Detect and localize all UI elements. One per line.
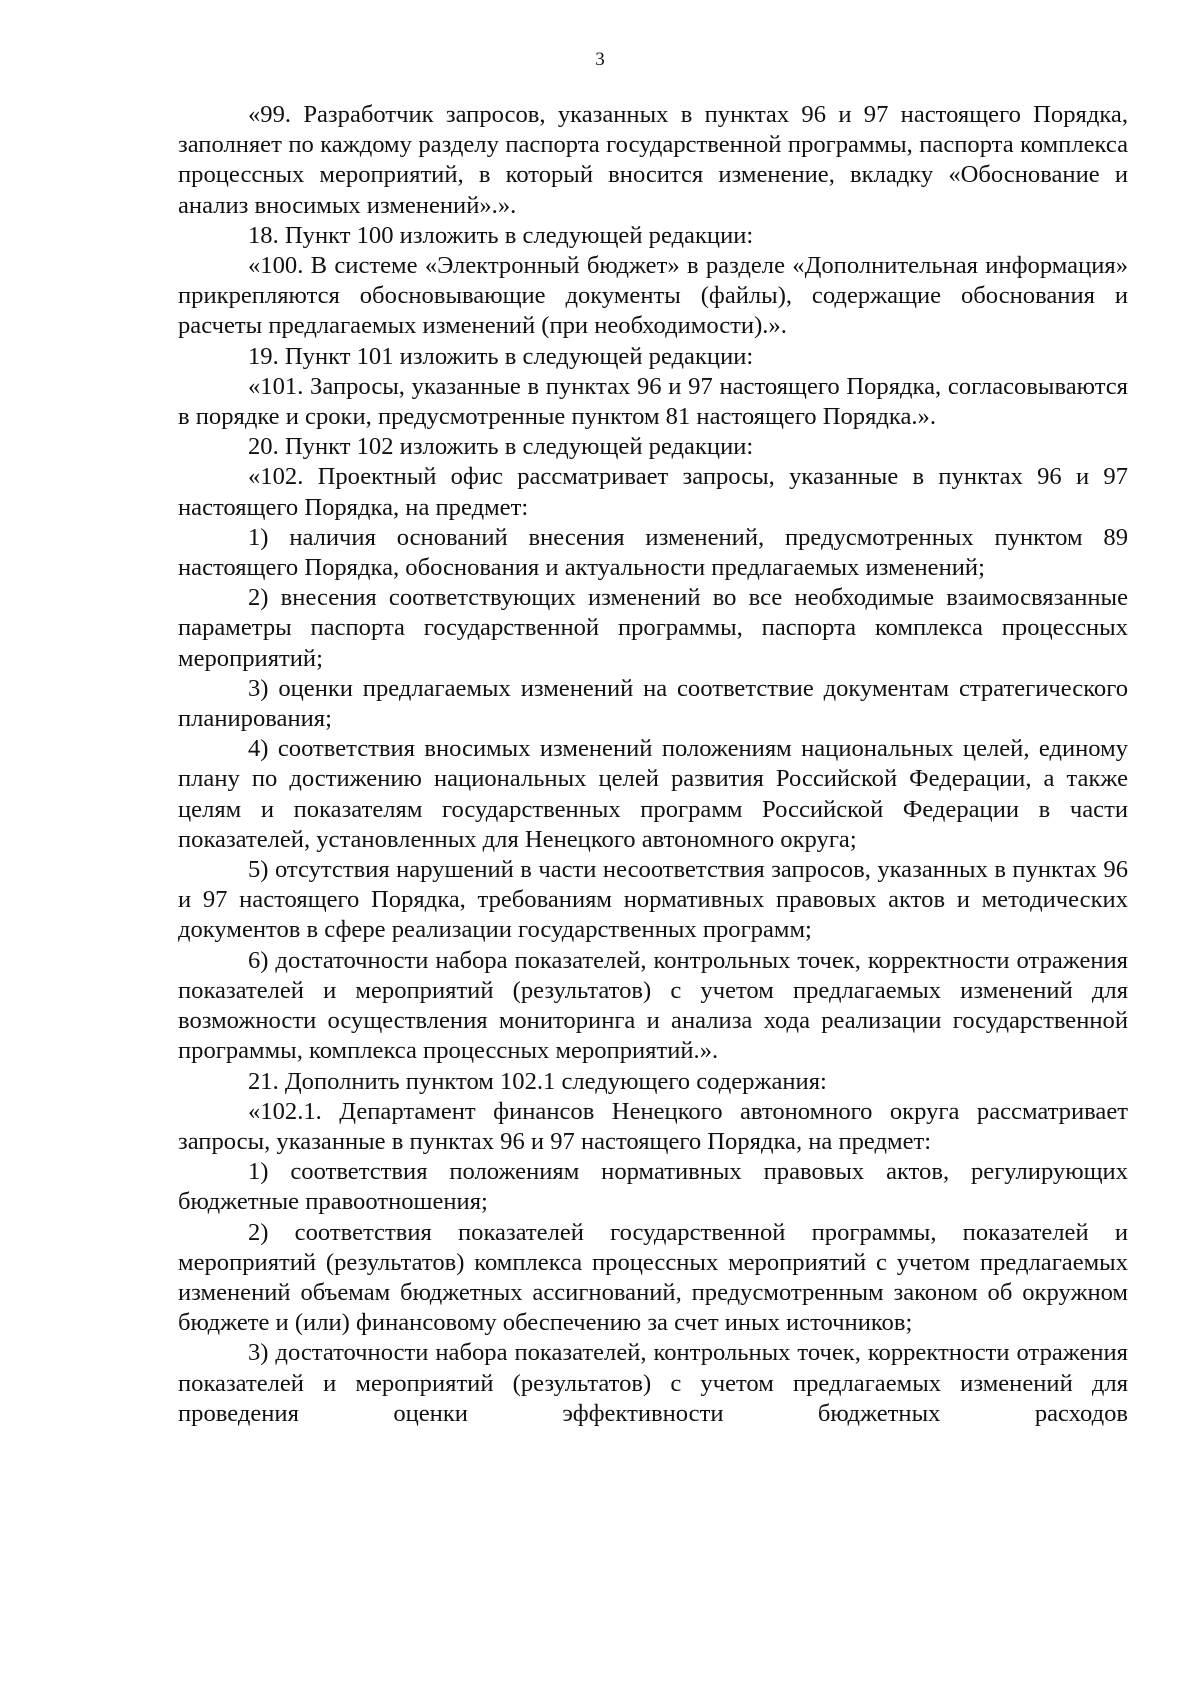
paragraph: 20. Пункт 102 изложить в следующей редакции: [248, 433, 754, 461]
document-body [178, 100, 1128, 1429]
paragraph: 3) достаточности набора показателей, контрольных точек, корректности отражения показателей и мероприятий (результатов) с учетом предлагаемых изменений для проведения оценки эффективности бюджетных расходов [178, 1339, 1128, 1427]
paragraph: «101. Запросы, указанные в пунктах 96 и 97 настоящего Порядка, согласовываются в порядке и сроки, предусмотренные пунктом 81 настоящего Порядка.». [178, 372, 1128, 431]
paragraph: 1) наличия оснований внесения изменений, предусмотренных пунктом 89 настоящего Порядка, обоснования и актуальности предлагаемых изменений; [178, 523, 1128, 582]
paragraph: 3) оценки предлагаемых изменений на соответствие документам стратегического планирования; [178, 674, 1128, 733]
paragraph: 5) отсутствия нарушений в части несоответствия запросов, указанных в пунктах 96 и 97 настоящего Порядка, требованиям нормативных правовых актов и методических документов в сфере реализации государственных программ; [178, 856, 1128, 944]
paragraph: «100. В системе «Электронный бюджет» в разделе «Дополнительная информация» прикрепляются обосновывающие документы (файлы), содержащие обоснования и расчеты предлагаемых изменений (при необходимости).». [178, 252, 1128, 340]
paragraph: «102. Проектный офис рассматривает запросы, указанные в пунктах 96 и 97 настоящего Порядка, на предмет: [178, 463, 1128, 521]
page-number: 3 [595, 49, 605, 70]
paragraph: 2) соответствия показателей государственной программы, показателей и мероприятий (результатов) комплекса процессных мероприятий с учетом предлагаемых изменений объемам бюджетных ассигнований, предусмотренным законом об окружном бюджете и (или) финансовому обеспечению за счет иных источников; [178, 1218, 1128, 1337]
paragraph: 21. Дополнить пунктом 102.1 следующего содержания: [248, 1067, 827, 1095]
paragraph: 19. Пункт 101 изложить в следующей редакции: [248, 342, 754, 370]
paragraph: 6) достаточности набора показателей, контрольных точек, корректности отражения показателей и мероприятий (результатов) с учетом предлагаемых изменений для возможности осуществления мониторинга и анализа хода реализации государственной программы, комплекса процессных мероприятий.». [178, 946, 1128, 1065]
paragraph: 4) соответствия вносимых изменений положениям национальных целей, единому плану по достижению национальных целей развития Российской Федерации, а также целям и показателям государственных программ Российской Федерации в части показателей, установленных для Ненецкого автономного округа; [178, 735, 1128, 853]
paragraph: «102.1. Департамент финансов Ненецкого автономного округа рассматривает запросы, указанные в пунктах 96 и 97 настоящего Порядка, на предмет: [178, 1097, 1128, 1155]
paragraph: 18. Пункт 100 изложить в следующей редакции: [248, 221, 754, 249]
paragraph: 1) соответствия положениям нормативных правовых актов, регулирующих бюджетные правоотношения; [178, 1158, 1128, 1216]
paragraph: «99. Разработчик запросов, указанных в пунктах 96 и 97 настоящего Порядка, заполняет по каждому разделу паспорта государственной программы, паспорта комплекса процессных мероприятий, в который вносится изменение, вкладку «Обоснование и анализ вносимых изменений».». [178, 101, 1128, 219]
paragraph: 2) внесения соответствующих изменений во все необходимые взаимосвязанные параметры паспорта государственной программы, паспорта комплекса процессных мероприятий; [178, 584, 1128, 672]
